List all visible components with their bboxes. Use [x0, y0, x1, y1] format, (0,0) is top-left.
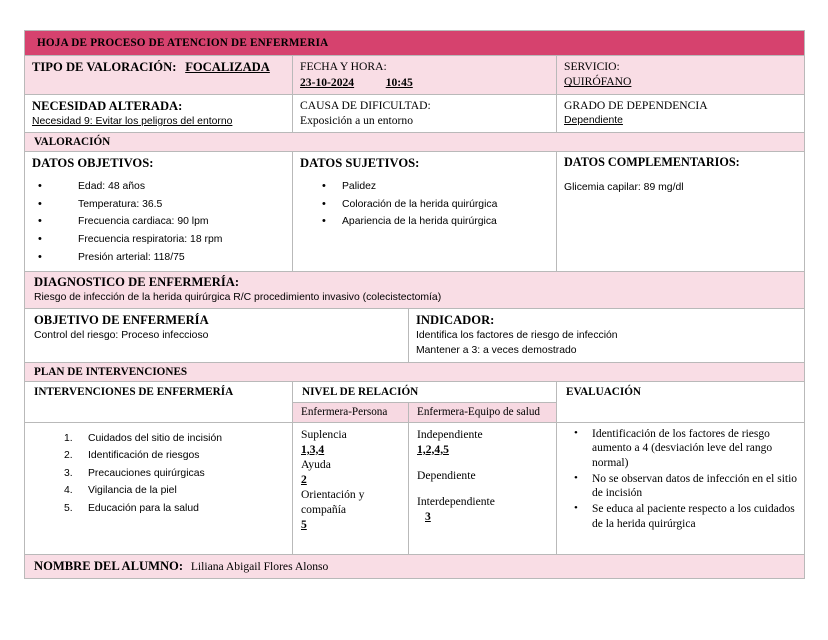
list-item: Identificación de riesgos	[88, 450, 200, 462]
row-plan-body	[25, 422, 805, 554]
row-valoracion-header	[25, 132, 805, 151]
nombre-alumno-label: NOMBRE DEL ALUMNO	[34, 558, 179, 573]
indicador-line-1: Identifica los factores de riesgo de infección	[416, 330, 618, 342]
indicador-label: INDICADOR:	[416, 313, 495, 328]
intervenciones-ordered-list	[32, 432, 286, 516]
row-plan-col-headers	[25, 381, 805, 402]
nombre-alumno-separator: :	[178, 558, 184, 573]
nombre-alumno-value: Liliana Abigail Flores Alonso	[190, 559, 329, 573]
list-item: Cuidados del sitio de incisión	[88, 432, 223, 444]
servicio-label: SERVICIO:	[564, 60, 620, 74]
list-item: • Se educa al paciente respecto a los cuidados de la herida quirúrgica	[564, 502, 798, 531]
datos-sujetivos-list	[300, 180, 550, 229]
valoracion-section-label: VALORACIÓN	[25, 132, 805, 151]
list-item: • Edad: 48 años	[32, 180, 286, 194]
title-row	[25, 31, 805, 56]
datos-complementarios-label: DATOS COMPLEMENTARIOS:	[564, 155, 740, 170]
nivel-equipo-label-1: Dependiente	[417, 468, 476, 482]
cell-grado-dependencia	[557, 94, 805, 132]
cell-indicador	[409, 309, 805, 362]
causa-value: Exposición a un entorno	[300, 113, 414, 127]
document-title: HOJA DE PROCESO DE ATENCION DE ENFERMERIA	[25, 31, 805, 56]
datos-sujetivos-label: DATOS SUJETIVOS:	[300, 156, 420, 171]
indicador-line-2: Mantener a 3: a veces demostrado	[416, 345, 577, 357]
list-item: Precauciones quirúrgicas	[88, 467, 205, 479]
col-subheader-enfermera-persona: Enfermera-Persona	[293, 403, 409, 422]
row-datos	[25, 152, 805, 272]
fecha-hora-label: FECHA Y HORA:	[300, 60, 387, 74]
row-plan-header	[25, 362, 805, 381]
list-item: • Apariencia de la herida quirúrgica	[300, 215, 550, 229]
nivel-persona-value-0: 1,3,4	[301, 442, 325, 456]
fecha-value: 23-10-2024	[300, 76, 355, 90]
nivel-equipo-label-2: Interdependiente	[417, 494, 495, 508]
datos-objetivos-label: DATOS OBJETIVOS:	[32, 156, 154, 171]
cell-nivel-equipo	[409, 422, 557, 554]
list-item: • Coloración de la herida quirúrgica	[300, 198, 550, 212]
row-nombre-alumno	[25, 554, 805, 578]
cell-diagnostico	[25, 272, 805, 309]
list-item: • Palidez	[300, 180, 550, 194]
cell-servicio	[557, 56, 805, 94]
datos-complementarios-value: Glicemia capilar: 89 mg/dl	[564, 181, 684, 193]
cell-nombre-alumno	[25, 554, 805, 578]
cell-datos-sujetivos	[293, 152, 557, 272]
nivel-persona-label-1: Ayuda	[301, 457, 331, 471]
hora-value: 10:45	[385, 76, 413, 90]
list-item: • Frecuencia respiratoria: 18 rpm	[32, 233, 286, 247]
plan-section-label: PLAN DE INTERVENCIONES	[25, 362, 805, 381]
col-header-evaluacion: EVALUACIÓN	[557, 381, 805, 422]
datos-objetivos-list	[32, 180, 286, 264]
col-header-intervenciones: INTERVENCIONES DE ENFERMERÍA	[25, 381, 293, 422]
necesidad-value: Necesidad 9: Evitar los peligros del entorno	[32, 115, 233, 127]
list-item: • Frecuencia cardiaca: 90 lpm	[32, 215, 286, 229]
tipo-valoracion-value: FOCALIZADA	[185, 60, 270, 75]
nivel-persona-label-0: Suplencia	[301, 427, 347, 441]
servicio-value: QUIRÓFANO	[564, 75, 632, 89]
list-item: • Temperatura: 36.5	[32, 198, 286, 212]
grado-label: GRADO DE DEPENDENCIA	[564, 98, 708, 112]
nursing-process-sheet	[24, 30, 805, 579]
objetivo-value: Control del riesgo: Proceso infeccioso	[34, 330, 209, 342]
nivel-persona-value-2: 5	[301, 517, 307, 531]
cell-intervenciones-list	[25, 422, 293, 554]
nivel-persona-label-2: Orientación y compañía	[301, 487, 365, 516]
tipo-valoracion-label: TIPO DE VALORACIÓN:	[32, 60, 177, 75]
cell-datos-objetivos	[25, 152, 293, 272]
nivel-persona-value-1: 2	[301, 472, 307, 486]
cell-datos-complementarios	[557, 152, 805, 272]
cell-causa	[293, 94, 557, 132]
col-header-nivel-relacion: NIVEL DE RELACIÓN	[293, 381, 557, 402]
row-diagnostico	[25, 272, 805, 309]
list-item: • Identificación de los factores de riesgo aumento a 4 (desviación leve del rango normal)	[564, 427, 798, 471]
row-necesidad-alterada	[25, 94, 805, 132]
nivel-equipo-value-0: 1,2,4,5	[417, 442, 449, 456]
grado-value: Dependiente	[564, 114, 623, 126]
cell-objetivo	[25, 309, 409, 362]
nivel-equipo-label-0: Independiente	[417, 427, 483, 441]
cell-tipo-valoracion	[25, 56, 293, 94]
causa-label: CAUSA DE DIFICULTAD:	[300, 98, 431, 112]
objetivo-label: OBJETIVO DE ENFERMERÍA	[34, 313, 209, 328]
evaluacion-list	[564, 427, 798, 532]
necesidad-label: NECESIDAD ALTERADA:	[32, 98, 183, 113]
cell-fecha-hora	[293, 56, 557, 94]
diagnostico-label: DIAGNOSTICO DE ENFERMERÍA:	[34, 275, 240, 290]
list-item: Educación para la salud	[88, 502, 199, 514]
cell-nivel-persona	[293, 422, 409, 554]
cell-necesidad	[25, 94, 293, 132]
cell-evaluacion-list	[557, 422, 805, 554]
list-item: • No se observan datos de infección en el sitio de incisión	[564, 472, 798, 501]
row-objetivo-indicador	[25, 309, 805, 362]
list-item: • Presión arterial: 118/75	[32, 251, 286, 265]
list-item: Vigilancia de la piel	[88, 485, 177, 497]
row-tipo-valoracion	[25, 56, 805, 94]
col-subheader-enfermera-equipo: Enfermera-Equipo de salud	[409, 403, 557, 422]
diagnostico-value: Riesgo de infección de la herida quirúrgica R/C procedimiento invasivo (colecistectomía)	[34, 292, 442, 304]
nivel-equipo-value-2: 3	[425, 509, 431, 523]
